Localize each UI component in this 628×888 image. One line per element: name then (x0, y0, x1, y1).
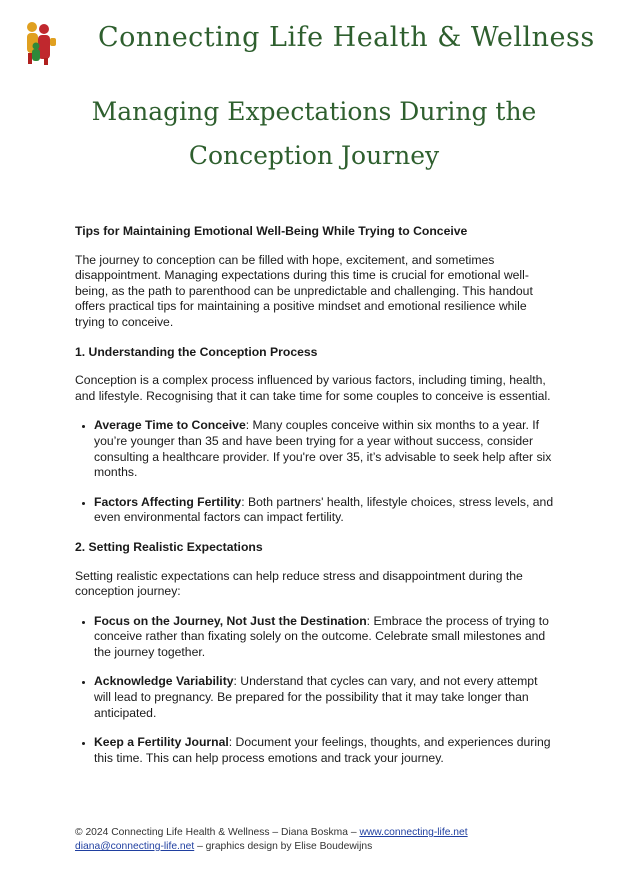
footer-line-2 (75, 840, 595, 854)
section-1-list (75, 418, 555, 526)
list-item (94, 735, 555, 766)
list-item-term: Average Time to Conceive (94, 418, 246, 433)
list-item-text: : Embrace the process of trying to conceive rather than fixating solely on the outcome. Celebrate small milestones and the journey together. (94, 613, 549, 659)
section-2-list (75, 614, 555, 767)
brand-name: Connecting Life Health & Wellness (98, 22, 595, 53)
list-item-term: Focus on the Journey, Not Just the Destination (94, 613, 367, 628)
list-item-text: : Understand that cycles can vary, and not every attempt will lead to pregnancy. Be prepared for the possibility that it may take longer than anticipated. (94, 674, 538, 720)
footer (75, 826, 595, 854)
list-item-text: : Document your feelings, thoughts, and experiences during this time. This can help process emotions and track your journey. (94, 735, 551, 765)
copyright-text: © 2024 Connecting Life Health & Wellness – Diana Boskma – (75, 827, 360, 838)
title-line-1: Managing Expectations During the (91, 97, 537, 126)
list-item (94, 418, 555, 480)
list-item-term: Keep a Fertility Journal (94, 735, 229, 750)
document-body (75, 224, 555, 780)
website-link[interactable]: www.connecting-life.net (359, 827, 468, 838)
list-item (94, 495, 555, 526)
section-1-heading: 1. Understanding the Conception Process (75, 344, 318, 359)
list-item (94, 614, 555, 661)
page-title (0, 90, 628, 178)
email-link[interactable]: diana@connecting-life.net (75, 841, 195, 852)
title-line-2: Conception Journey (188, 141, 440, 170)
section-1-text: Conception is a complex process influenced by various factors, including timing, health, and lifestyle. Recognising that it can take time for some couples to conceive is essential. (75, 373, 551, 403)
list-item-term: Factors Affecting Fertility (94, 494, 242, 509)
logo-group (22, 20, 60, 66)
list-item-text: : Many couples conceive within six months to a year. If you’re younger than 35 and have been trying for a year without success, consider consulting a healthcare provider. If you're over 35, it’s advisable to seek help after six months. (94, 418, 552, 480)
intro-paragraph: The journey to conception can be filled with hope, excitement, and sometimes disappointment. Managing expectations during this time is crucial for emotional well-being, as the path to parenthood can be unpredictable and challenging. This handout offers practical tips for maintaining a positive mindset and emotional resilience while trying to conceive. (75, 252, 533, 329)
list-item (94, 674, 555, 721)
list-item-text: : Both partners' health, lifestyle choices, stress levels, and even environmental factors can impact fertility. (94, 494, 554, 525)
section-2-text: Setting realistic expectations can help reduce stress and disappointment during the conception journey: (75, 568, 523, 599)
subtitle: Tips for Maintaining Emotional Well-Being While Trying to Conceive (75, 224, 468, 238)
family-logo-icon (22, 20, 60, 66)
section-2-heading: 2. Setting Realistic Expectations (75, 539, 263, 554)
footer-line-1 (75, 826, 595, 840)
list-item-term: Acknowledge Variability (94, 674, 234, 689)
credit-text: – graphics design by Elise Boudewijns (194, 841, 373, 852)
